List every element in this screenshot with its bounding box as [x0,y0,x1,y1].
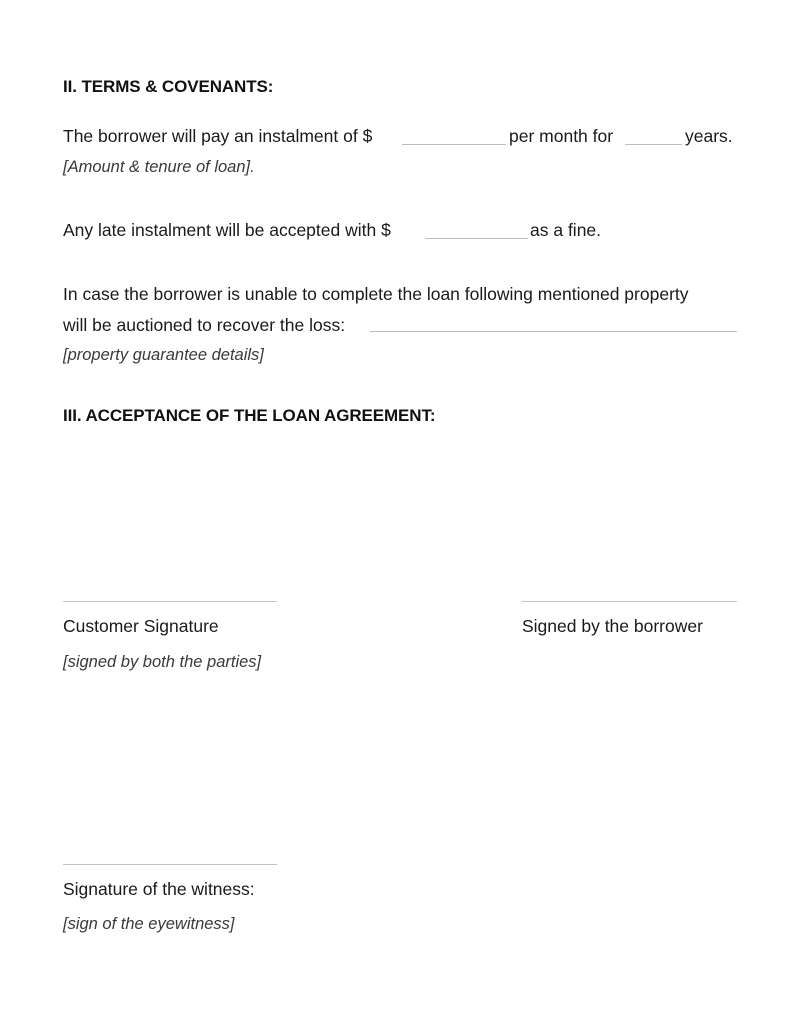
instalment-text-suffix: years. [685,126,733,146]
borrower-signature-line[interactable] [522,601,737,602]
instalment-note: [Amount & tenure of loan]. [63,158,255,176]
property-guarantee-field[interactable] [370,331,737,332]
borrower-signature-label: Signed by the borrower [522,616,703,636]
section-terms-heading: II. TERMS & COVENANTS: [63,77,274,96]
section-acceptance-heading: III. ACCEPTANCE OF THE LOAN AGREEMENT: [63,406,436,425]
instalment-text-prefix: The borrower will pay an instalment of $ [63,126,373,146]
witness-note: [sign of the eyewitness] [63,915,235,933]
property-text-line2: will be auctioned to recover the loss: [63,315,346,335]
customer-signature-label: Customer Signature [63,616,219,636]
customer-signature-line[interactable] [63,601,277,602]
instalment-amount-field[interactable] [402,144,506,145]
instalment-text-middle: per month for [509,126,614,146]
witness-signature-line[interactable] [63,864,277,865]
late-fine-text-prefix: Any late instalment will be accepted with $ [63,220,391,240]
property-text-line1: In case the borrower is unable to complete the loan following mentioned property [63,284,689,304]
instalment-tenure-field[interactable] [625,144,682,145]
late-fine-text-suffix: as a fine. [530,220,602,240]
property-note: [property guarantee details] [63,346,264,364]
witness-signature-label: Signature of the witness: [63,879,255,899]
late-fine-amount-field[interactable] [425,238,528,239]
both-parties-note: [signed by both the parties] [63,653,262,671]
